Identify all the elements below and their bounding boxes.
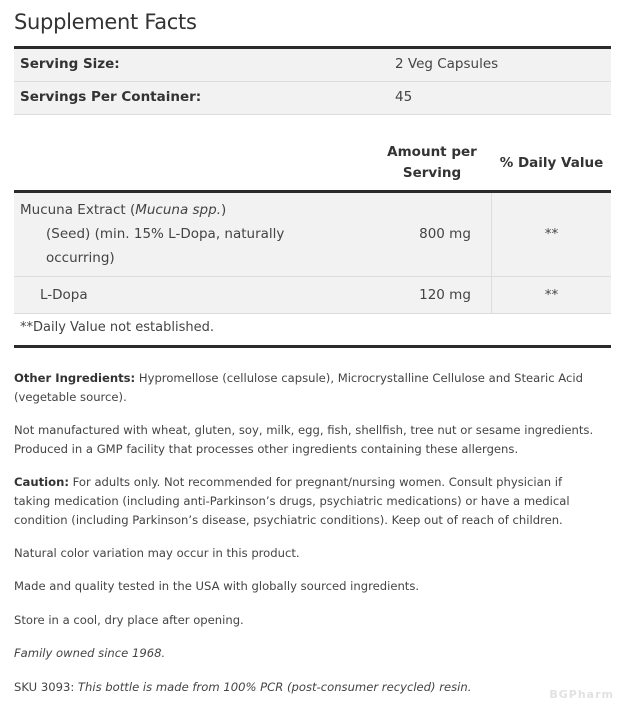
ingredient-name: L-Dopa xyxy=(40,287,88,303)
other-ingredients xyxy=(14,369,594,407)
page-title: Supplement Facts xyxy=(14,10,197,34)
serving-size-value: 2 Veg Capsules xyxy=(395,56,499,72)
ingredient-name-italic: Mucuna spp. xyxy=(135,202,221,218)
ingredient-name-prefix: Mucuna Extract ( xyxy=(20,202,136,218)
column-divider xyxy=(491,193,492,314)
color-variation-note: Natural color variation may occur in this product. xyxy=(14,546,300,560)
ingredient-daily-value: ** xyxy=(544,287,559,303)
amount-header-line2: Serving xyxy=(402,165,462,181)
amount-per-serving-header xyxy=(372,142,492,184)
caution-label: Caution: xyxy=(14,475,69,489)
ingredient-name xyxy=(20,198,226,222)
daily-value-footnote: **Daily Value not established. xyxy=(20,320,214,335)
ingredient-daily-value: ** xyxy=(544,226,559,242)
storage-note: Store in a cool, dry place after opening. xyxy=(14,613,244,627)
watermark: BGPharm xyxy=(549,688,614,701)
sku-note xyxy=(14,678,594,697)
ingredient-detail-line2: occurring) xyxy=(46,250,115,266)
sku-label: SKU 3093: xyxy=(14,680,78,694)
other-ingredients-text: Hypromellose (cellulose capsule), Microcrystalline Cellulose and Stearic Acid (vegetable source). xyxy=(14,371,583,404)
serving-size-label: Serving Size: xyxy=(20,56,120,72)
servings-per-container-value: 45 xyxy=(395,89,413,105)
family-owned-note: Family owned since 1968. xyxy=(14,646,166,660)
ingredient-name-suffix: ) xyxy=(221,202,227,218)
servings-per-container-row xyxy=(14,82,611,115)
ingredient-detail-line1: (Seed) (min. 15% L-Dopa, naturally xyxy=(46,226,285,242)
other-ingredients-label: Other Ingredients: xyxy=(14,371,136,385)
made-in-usa-note: Made and quality tested in the USA with globally sourced ingredients. xyxy=(14,579,420,593)
daily-value-header: % Daily Value xyxy=(499,155,604,171)
servings-per-container-label: Servings Per Container: xyxy=(20,89,202,105)
serving-size-row xyxy=(14,49,611,82)
ingredient-amount: 800 mg xyxy=(419,226,471,242)
table-bottom-rule xyxy=(14,345,611,348)
amount-header-line1: Amount per xyxy=(387,144,477,160)
allergen-statement: Not manufactured with wheat, gluten, soy, milk, egg, fish, shellfish, tree nut or sesame ingredients. Produced in a GMP facility that processes other ingredients containing these allergens. xyxy=(14,423,594,456)
caution-text: For adults only. Not recommended for pregnant/nursing women. Consult physician if taking medication (including anti-Parkinson’s drugs, psychiatric medications) or have a medical condition (including Parkinson’s disease, psychiatric conditions). Keep out of reach of children. xyxy=(14,475,570,527)
table-row xyxy=(14,193,611,277)
caution-statement xyxy=(14,473,594,530)
sku-text: This bottle is made from 100% PCR (post-consumer recycled) resin. xyxy=(77,680,472,694)
table-row xyxy=(14,277,611,314)
ingredient-amount: 120 mg xyxy=(419,287,471,303)
